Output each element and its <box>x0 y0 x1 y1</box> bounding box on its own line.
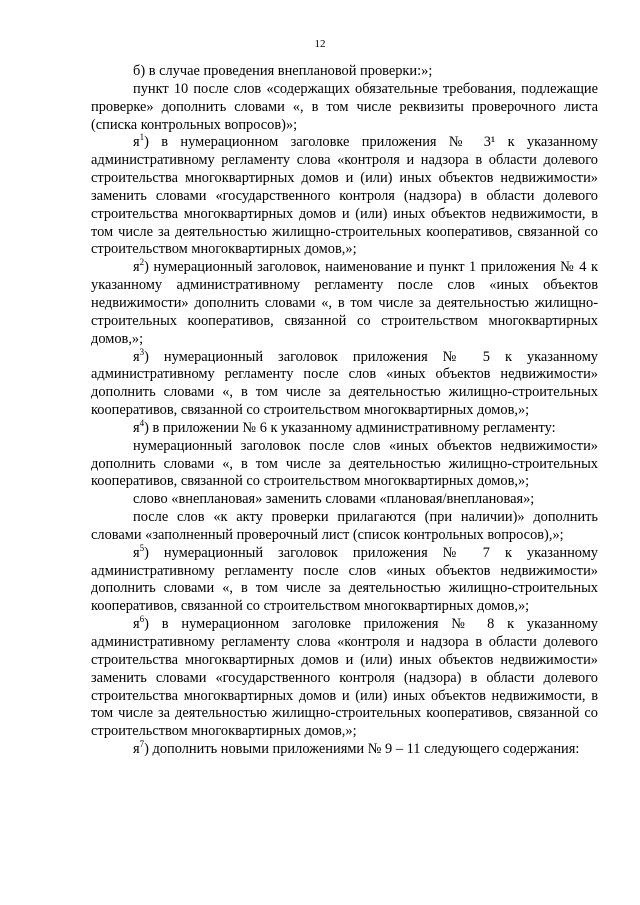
paragraph-prefix: я <box>133 134 140 151</box>
paragraph <box>91 81 598 135</box>
paragraph-superscript: 3 <box>139 346 145 357</box>
document-body <box>91 63 598 759</box>
paragraph-superscript: 2 <box>139 257 145 268</box>
paragraph-text: после слов «к акту проверки прилагаются (при наличии)» дополнить словами «заполненный проверочный лист (список контрольных вопросов),»; <box>91 509 598 543</box>
paragraph-text: ) в приложении № 6 к указанному административному регламенту: <box>144 419 556 436</box>
paragraph <box>91 616 598 741</box>
paragraph-prefix: я <box>133 259 140 276</box>
paragraph-text: ) в нумерационном заголовке приложения № 8 к указанному административному регламенту слова «контроля и надзора в области долевого строительства многоквартирных домов и (или) иных объектов недвижимости» заменить словами «государственного контроля (надзора) в области долевого строительства многоквартирных домов и (или) иных объектов недвижимости, в том числе за деятельностью жилищно-строительных кооперативов, связанной со строительством многоквартирных домов,»; <box>91 616 598 740</box>
paragraph-superscript: 6 <box>139 614 145 625</box>
paragraph-text: ) в нумерационном заголовке приложения № 3¹ к указанному административному регламенту слова «контроля и надзора в области долевого строительства многоквартирных домов и (или) иных объектов недвижимости» заменить словами «государственного контроля (надзора) в области долевого строительства многоквартирных домов и (или) иных объектов недвижимости, в том числе за деятельностью жилищно-строительных кооперативов, связанной со строительством многоквартирных домов,»; <box>91 134 598 258</box>
paragraph <box>91 420 598 438</box>
paragraph-superscript: 7 <box>139 739 145 750</box>
page-number: 12 <box>314 38 326 50</box>
paragraph <box>91 491 598 509</box>
paragraph-superscript: 5 <box>139 542 145 553</box>
paragraph-text: ) дополнить новыми приложениями № 9 – 11 следующего содержания: <box>144 741 580 758</box>
paragraph <box>91 259 598 348</box>
paragraph-prefix: я <box>133 544 140 561</box>
paragraph-prefix: я <box>133 348 140 365</box>
paragraph <box>91 63 598 81</box>
paragraph <box>91 134 598 259</box>
paragraph-text: ) нумерационный заголовок приложения № 5 к указанному административному регламенту после слов «иных объектов недвижимости» дополнить словами «, в том числе за деятельностью жилищно-строительных кооперативов, связанной со строительством многоквартирных домов,»; <box>91 348 598 419</box>
paragraph <box>91 438 598 492</box>
paragraph-text: слово «внеплановая» заменить словами «плановая/внеплановая»; <box>133 491 535 508</box>
paragraph-superscript: 4 <box>139 418 145 429</box>
paragraph-superscript: 1 <box>139 132 145 143</box>
paragraph-prefix: я <box>133 419 140 436</box>
paragraph <box>91 346 598 420</box>
paragraph-prefix: я <box>133 741 140 758</box>
paragraph-text: ) нумерационный заголовок, наименование и пункт 1 приложения № 4 к указанному административному регламенту после слов «иных объектов недвижимости» дополнить словами «, в том числе за деятельностью жилищно-строительных кооперативов, связанной со строительством многоквартирных домов,»; <box>91 259 598 347</box>
paragraph-prefix: я <box>133 616 140 633</box>
paragraph <box>91 741 598 759</box>
paragraph-text: пункт 10 после слов «содержащих обязательные требования, подлежащие проверке» дополнить словами «, в том числе реквизиты проверочного листа (списка контрольных вопросов)»; <box>91 80 598 133</box>
paragraph-text: ) нумерационный заголовок приложения № 7 к указанному административному регламенту после слов «иных объектов недвижимости» дополнить словами «, в том числе за деятельностью жилищно-строительных кооперативов, связанной со строительством многоквартирных домов,»; <box>91 544 598 615</box>
paragraph-text: б) в случае проведения внеплановой проверки:»; <box>133 63 433 79</box>
paragraph <box>91 542 598 616</box>
paragraph-text: нумерационный заголовок после слов «иных объектов недвижимости» дополнить словами «, в том числе за деятельностью жилищно-строительных кооперативов, связанной со строительством многоквартирных домов,»; <box>91 437 598 490</box>
paragraph <box>91 509 598 545</box>
